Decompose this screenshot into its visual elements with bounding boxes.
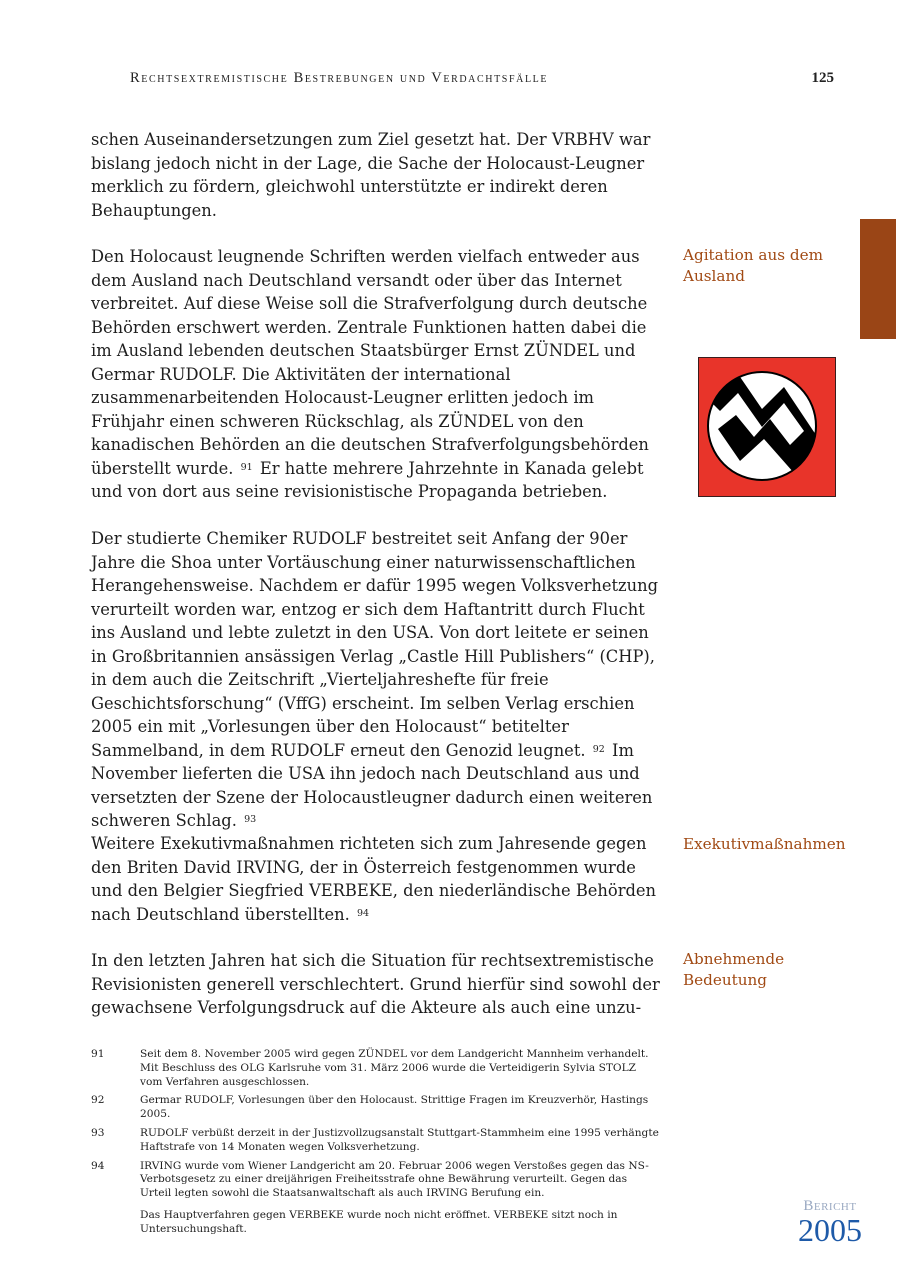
footnote-ref-91[interactable]: 91 [240, 461, 253, 473]
paragraph-3 [91, 527, 661, 833]
paragraph-3-text-b: Im November lieferten die USA ihn jedoch nach Deutschland aus und versetzten der Szene der Holocaustleugner dadurch einen weiteren schweren Schlag. [91, 740, 653, 830]
margin-note-agitation: Agitation aus dem Ausland [683, 246, 823, 285]
brand-word: Bericht [803, 1198, 857, 1214]
footnote-text: Seit dem 8. November 2005 wird gegen ZÜNDEL vor dem Landgericht Mannheim verhandelt. Mit Beschluss des OLG Karlsruhe vom 31. März 2006 wurde die Verteidigerin Sylvia STOLZ vom Verfahren ausgeschlossen. [140, 1048, 649, 1088]
brand-year: 2005 [798, 1212, 862, 1248]
footnote-number: 93 [91, 1126, 105, 1139]
margin-note-abnehmend: Abnehmende Bedeutung [683, 950, 785, 989]
footnote-item [91, 1127, 661, 1155]
footnote-ref-92[interactable]: 92 [592, 743, 605, 755]
paragraph-4 [91, 832, 661, 926]
footnote-94-continuation: Das Hauptverfahren gegen VERBEKE wurde noch nicht eröffnet. VERBEKE sitzt noch in Untersuchungshaft. [140, 1208, 618, 1235]
footnote-ref-93[interactable]: 93 [244, 814, 257, 825]
bericht-2005-logo [790, 1197, 870, 1248]
footnotes-section [91, 1048, 661, 1237]
chapter-tab-marker [860, 219, 896, 339]
paragraph-2 [91, 245, 661, 504]
footnote-ref-94[interactable]: 94 [356, 907, 370, 919]
paragraph-5: In den letzten Jahren hat sich die Situation für rechtsextremistische Revisionisten generell verschlechtert. Grund hierfür sind sowohl der gewachsene Verfolgungsdruck auf die Akteure als auch eine unzu- [91, 951, 660, 1017]
footnote-text: RUDOLF verbüßt derzeit in der Justizvollzugsanstalt Stuttgart-Stammheim eine 1995 verhängte Haftstrafe von 14 Monaten wegen Volksverhetzung. [140, 1126, 659, 1153]
footnote-number: 91 [91, 1048, 105, 1060]
running-header-title: Rechtsextremistische Bestrebungen und Verdachtsfälle [130, 70, 549, 86]
paragraph-2-text-a: Den Holocaust leugnende Schriften werden vielfach entweder aus dem Ausland nach Deutschland versandt oder über das Internet verbreitet. Auf diese Weise soll die Strafverfolgung durch deutsche Behörden erschwert werden. Zentrale Funktionen hatten dabei die im Ausland lebenden deutschen Staatsbürger Ernst ZÜNDEL und Germar RUDOLF. Die Aktivitäten der international zusammenarbeitenden Holocaust-Leugner erlitten jedoch im Frühjahr einen schweren Rückschlag, als ZÜNDEL von den kanadischen Behörden an die deutschen Strafverfolgungsbehörden überstellt wurde. [91, 247, 649, 478]
footnote-text: IRVING wurde vom Wiener Landgericht am 20. Februar 2006 wegen Verstoßes gegen das NS-Verbotsgesetz zu einer dreijährigen Freiheitsstrafe ohne Bewährung verurteilt. Gegen das Urteil legten sowohl die Staatsanwaltschaft als auch IRVING Berufung ein. [140, 1159, 649, 1200]
paragraph-1: schen Auseinandersetzungen zum Ziel gesetzt hat. Der VRBHV war bislang jedoch nicht in der Lage, die Sache der Holocaust-Leugner merklich zu fördern, gleichwohl unterstützte er indirekt deren Behauptungen. [91, 130, 651, 220]
footnote-number: 92 [91, 1094, 105, 1107]
paragraph-4-text: Weitere Exekutivmaßnahmen richteten sich zum Jahresende gegen den Briten David IRVING, der in Österreich festgenommen wurde und den Belgier Siegfried VERBEKE, den niederländische Behörden nach Deutschland überstellten. [91, 834, 657, 924]
footnote-item [91, 1160, 661, 1201]
margin-note-exekutiv: Exekutivmaßnahmen [683, 835, 846, 853]
z-emblem-image [698, 357, 836, 497]
footnote-number: 94 [91, 1159, 105, 1172]
footnote-item [91, 1094, 661, 1122]
paragraph-3-text-a: Der studierte Chemiker RUDOLF bestreitet seit Anfang der 90er Jahre die Shoa unter Vortäuschung einer naturwissenschaftlichen Herangehensweise. Nachdem er dafür 1995 wegen Volksverhetzung verurteilt worden war, entzog er sich dem Haftantritt durch Flucht ins Ausland und lebte zuletzt in den USA. Von dort leitete er seinen in Großbritannien ansässigen Verlag „Castle Hill Publishers“ (CHP), in dem auch die Zeitschrift „Vierteljahreshefte für freie Geschichtsforschung“ (VffG) erscheint. Im selben Verlag erschien 2005 ein mit „Vorlesungen über den Holocaust“ betitelter Sammelband, in dem RUDOLF erneut den Genozid leugnet. [91, 529, 659, 760]
z-emblem-icon [698, 357, 836, 497]
footnote-item [91, 1048, 661, 1089]
paragraph-2-text-b: Er hatte mehrere Jahrzehnte in Kanada gelebt und von dort aus seine revisionistische Propaganda betrieben. [91, 458, 644, 501]
footnote-text: Germar RUDOLF, Vorlesungen über den Holocaust. Strittige Fragen im Kreuzverhör, Hastings 2005. [140, 1094, 649, 1121]
page-number: 125 [811, 70, 834, 86]
